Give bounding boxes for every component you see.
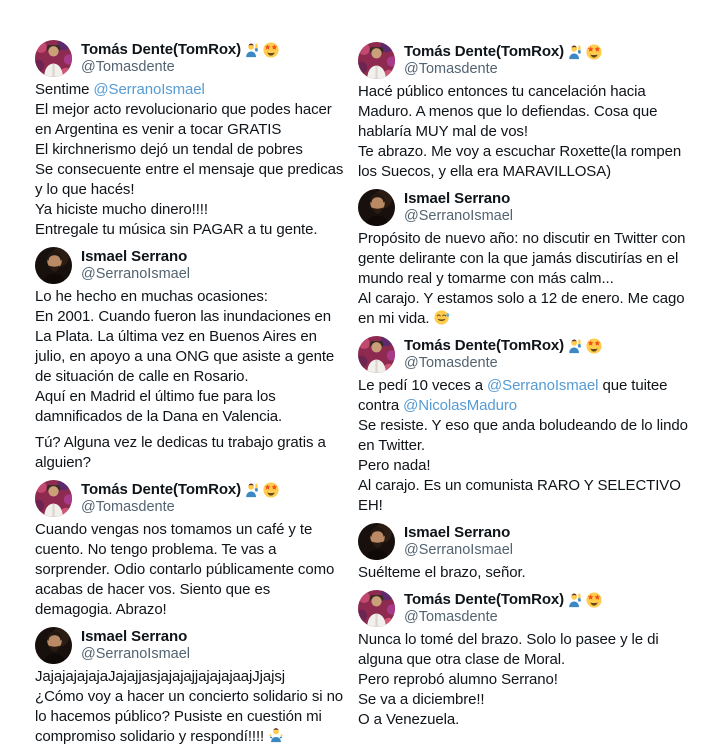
- avatar[interactable]: [358, 590, 395, 627]
- star-struck-emoji: [586, 338, 602, 354]
- display-name[interactable]: [404, 190, 513, 208]
- display-name-text: Tomás Dente(TomRox): [81, 481, 242, 498]
- star-struck-emoji: [263, 482, 279, 498]
- tweet-identity: [81, 627, 190, 663]
- tweet-identity: [404, 42, 602, 78]
- tweet: [358, 189, 692, 329]
- avatar[interactable]: [35, 480, 72, 517]
- user-handle[interactable]: @SerranoIsmael: [81, 646, 191, 662]
- tweet-paragraph: Le pedí 10 veces a @SerranoIsmael que tuitee contra @NicolasMaduro Se resiste. Y eso que anda boludeando de lo lindo en Twitter. Pero nada! Al carajo. Es un comunista RARO Y SELECTIVO EH!: [358, 377, 688, 514]
- tweet-identity: [404, 336, 602, 372]
- tweet-paragraph: Cuando vengas nos tomamos un café y te cuento. No tengo problema. Te vas a sorprender. Odio contarlo públicamente como acabas de hacer vos. Siento que es demagogia. Abrazo!: [35, 521, 335, 618]
- mention-link[interactable]: @NicolasMaduro: [403, 397, 518, 414]
- display-name[interactable]: [404, 591, 602, 609]
- tweet-column-left: [35, 40, 350, 747]
- star-struck-emoji: [586, 44, 602, 60]
- tweet-paragraph: Suélteme el brazo, señor.: [358, 564, 526, 581]
- tweet-header: [358, 523, 692, 560]
- tweet-body: [358, 82, 692, 182]
- tweet-identity: [81, 480, 279, 516]
- tweet-column-right: [358, 42, 692, 730]
- raising-hand-emoji: [567, 592, 583, 608]
- tweet-header: [358, 590, 692, 627]
- tweet-paragraph: JajajajajajaJajajjasjajajajjajajajaajJjajsj ¿Cómo voy a hacer un concierto solidario si no lo hacemos público? Pusiste en cuestión mi compromiso solidario y respondí!!!!: [35, 668, 344, 745]
- user-handle[interactable]: @SerranoIsmael: [81, 266, 191, 282]
- tweet: [358, 590, 692, 730]
- display-name[interactable]: [81, 481, 279, 499]
- display-name-text: Ismael Serrano: [81, 248, 188, 265]
- tweet-paragraph: Nunca lo tomé del brazo. Solo lo pasee y le di alguna que otra clase de Moral. Pero reprobó alumno Serrano! Se va a diciembre!! O a Venezuela.: [358, 631, 659, 728]
- tweet: [35, 247, 350, 473]
- tweet-identity: [404, 590, 602, 626]
- avatar[interactable]: [358, 523, 395, 560]
- mention-link[interactable]: @SerranoIsmael: [487, 377, 599, 394]
- display-name-text: Tomás Dente(TomRox): [404, 591, 565, 608]
- display-name-text: Tomás Dente(TomRox): [404, 43, 565, 60]
- raising-hand-emoji: [567, 44, 583, 60]
- avatar[interactable]: [358, 336, 395, 373]
- display-name[interactable]: [81, 628, 190, 646]
- display-name-text: Ismael Serrano: [404, 524, 511, 541]
- tweet-header: [358, 336, 692, 373]
- tweet: [358, 336, 692, 516]
- user-handle[interactable]: @Tomasdente: [404, 61, 498, 77]
- raising-hand-emoji: [244, 482, 260, 498]
- mention-link[interactable]: @SerranoIsmael: [93, 81, 205, 98]
- tweet-paragraph: Hacé público entonces tu cancelación hacia Maduro. A menos que lo defiendas. Cosa que hablaría MUY mal de vos! Te abrazo. Me voy a escuchar Roxette(la rompen los Suecos, y ella era MARAVILLOSA): [358, 83, 682, 180]
- display-name[interactable]: [81, 248, 190, 266]
- tweet: [358, 42, 692, 182]
- tweet-body: [358, 229, 692, 329]
- tweet-header: [358, 189, 692, 226]
- avatar[interactable]: [35, 247, 72, 284]
- tweet-paragraph: Lo he hecho en muchas ocasiones: En 2001. Cuando fueron las inundaciones en La Plata. La última vez en Buenos Aires en julio, en apoyo a una ONG que asiste a gente de situación de calle en Rosario. Aquí en Madrid el último fue para los damnificados de la Dana en Valencia.: [35, 288, 335, 425]
- tweet-header: [35, 247, 350, 284]
- display-name-text: Tomás Dente(TomRox): [404, 337, 565, 354]
- tweet: [35, 40, 350, 240]
- tweet-body: [35, 287, 350, 473]
- user-handle[interactable]: @SerranoIsmael: [404, 542, 514, 558]
- user-handle[interactable]: @Tomasdente: [404, 355, 498, 371]
- tweet-body: [358, 630, 692, 730]
- star-struck-emoji: [586, 592, 602, 608]
- raising-hand-emoji: [244, 42, 260, 58]
- tweet-identity: [81, 40, 279, 76]
- tweet-body: [35, 520, 350, 620]
- tweet-body: [35, 667, 350, 747]
- avatar[interactable]: [358, 42, 395, 79]
- tweet: [358, 523, 692, 583]
- raising-hand-emoji: [567, 338, 583, 354]
- tweet: [35, 480, 350, 620]
- tweet-identity: [404, 523, 513, 559]
- display-name[interactable]: [404, 337, 602, 355]
- avatar[interactable]: [35, 627, 72, 664]
- display-name-text: Ismael Serrano: [81, 628, 188, 645]
- user-handle[interactable]: @SerranoIsmael: [404, 208, 514, 224]
- tweet-body: [35, 80, 350, 240]
- avatar[interactable]: [35, 40, 72, 77]
- tweet-identity: [404, 189, 513, 225]
- tweet-body: [358, 563, 692, 583]
- tweet-header: [35, 627, 350, 664]
- avatar[interactable]: [358, 189, 395, 226]
- display-name[interactable]: [81, 41, 279, 59]
- tweet-header: [35, 40, 350, 77]
- sweat-smile-emoji: [434, 309, 450, 325]
- tweet: [35, 627, 350, 747]
- tweet-identity: [81, 247, 190, 283]
- user-handle[interactable]: @Tomasdente: [81, 59, 175, 75]
- tweet-header: [358, 42, 692, 79]
- display-name[interactable]: [404, 524, 513, 542]
- tweet-body: [358, 376, 692, 516]
- tweet-paragraph: Sentime @SerranoIsmael El mejor acto revolucionario que podes hacer en Argentina es venir a tocar GRATIS El kirchnerismo dejó un tendal de pobres Se consecuente entre el mensaje que predicas y lo que hacés! Ya hiciste mucho dinero!!!! Entregale tu música sin PAGAR a tu gente.: [35, 81, 344, 238]
- shrug-emoji: [268, 727, 284, 743]
- star-struck-emoji: [263, 42, 279, 58]
- user-handle[interactable]: @Tomasdente: [404, 609, 498, 625]
- tweet-header: [35, 480, 350, 517]
- tweet-paragraph: Tú? Alguna vez le dedicas tu trabajo gratis a alguien?: [35, 434, 326, 471]
- display-name-text: Ismael Serrano: [404, 190, 511, 207]
- display-name[interactable]: [404, 43, 602, 61]
- tweet-paragraph: Propósito de nuevo año: no discutir en Twitter con gente delirante con la que jamás discutirías en el mundo real y tomarme con más calm... Al carajo. Y estamos solo a 12 de enero. Me cago en mi vida.: [358, 230, 686, 327]
- user-handle[interactable]: @Tomasdente: [81, 499, 175, 515]
- display-name-text: Tomás Dente(TomRox): [81, 41, 242, 58]
